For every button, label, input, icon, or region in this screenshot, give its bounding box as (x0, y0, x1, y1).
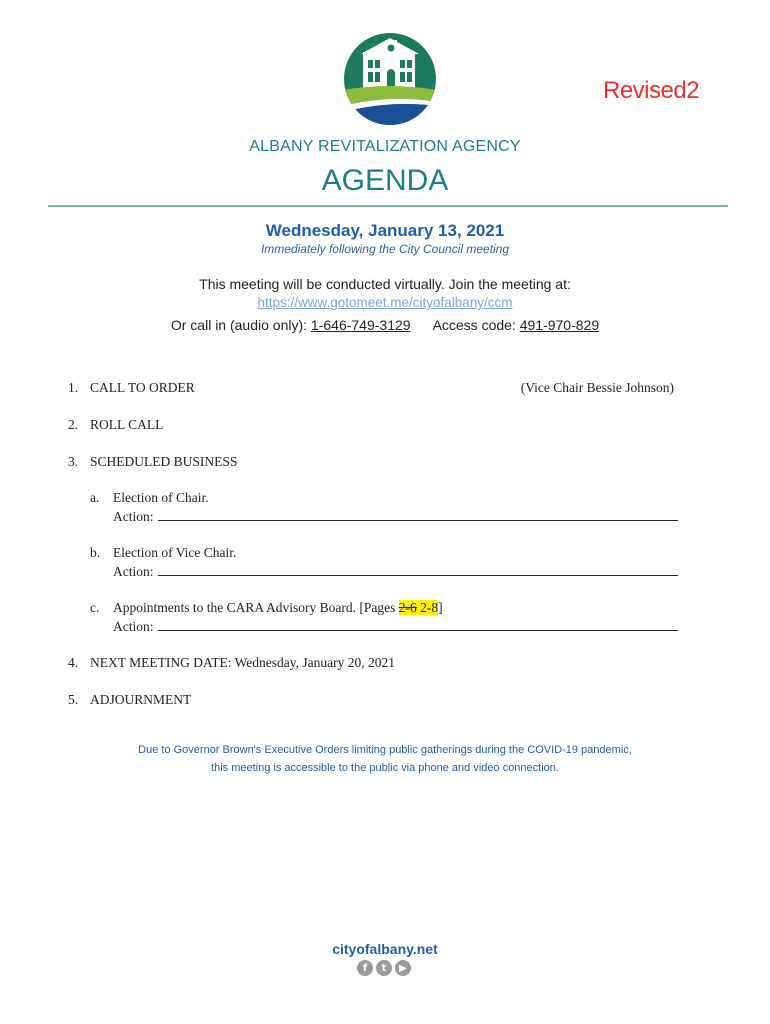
action-line (113, 619, 678, 635)
covid-notice-line1: Due to Governor Brown's Executive Orders limiting public gatherings during the COVID-19 pandemic, (138, 744, 632, 756)
revision-label: Revised2 (603, 77, 700, 104)
social-links (357, 960, 413, 978)
agency-name: ALBANY REVITALIZATION AGENCY (249, 138, 521, 155)
covid-notice-line2: this meeting is accessible to the public via phone and video connection. (211, 762, 559, 774)
item-label: NEXT MEETING DATE: Wednesday, January 20, 2021 (90, 655, 395, 670)
pages-new: 2-8 (420, 600, 439, 615)
twitter-icon[interactable]: t (376, 960, 392, 976)
item-number: 5. (68, 692, 79, 707)
agenda-item-roll-call (68, 417, 163, 433)
virtual-notice: This meeting will be conducted virtually. Join the meeting at: (199, 276, 571, 292)
item-label: ROLL CALL (90, 417, 164, 432)
youtube-icon[interactable]: ▶ (395, 960, 411, 976)
facebook-icon[interactable]: f (357, 960, 373, 976)
item-label: ADJOURNMENT (90, 692, 192, 707)
sub-item-letter: b. (90, 545, 101, 560)
agenda-item-call-to-order (68, 380, 195, 396)
agenda-item-next-meeting (68, 655, 395, 671)
meeting-link[interactable]: https://www.gotomeet.me/cityofalbany/ccm (257, 295, 513, 310)
action-label: Action: (113, 564, 154, 579)
item-number: 2. (68, 417, 79, 432)
page-title: AGENDA (321, 164, 449, 197)
pages-close: ] (438, 600, 443, 615)
action-blank (158, 509, 678, 521)
agenda-item-scheduled-business (68, 454, 237, 470)
meeting-timing: Immediately following the City Council meeting (260, 242, 510, 256)
call-in-info (0, 317, 770, 333)
action-blank (158, 564, 678, 576)
access-code-link[interactable]: 491-970-829 (519, 317, 600, 333)
sub-item-cara-appointments (90, 600, 443, 616)
sub-item-letter: c. (90, 600, 100, 615)
call-label: Or call in (audio only): (170, 317, 311, 333)
item-number: 1. (68, 380, 79, 395)
sub-item-election-vice-chair (90, 545, 236, 561)
item-number: 4. (68, 655, 79, 670)
pages-old: 2-6 (398, 600, 417, 615)
item-label: CALL TO ORDER (90, 380, 195, 395)
sub-item-election-chair (90, 490, 209, 506)
meeting-date: Wednesday, January 13, 2021 (265, 221, 505, 240)
sub-item-letter: a. (90, 490, 100, 505)
item-label: SCHEDULED BUSINESS (90, 454, 238, 469)
header-divider (48, 205, 728, 207)
action-line (113, 564, 678, 580)
sub-item-label: Election of Vice Chair. (113, 545, 237, 560)
action-label: Action: (113, 509, 154, 524)
agenda-item-adjournment (68, 692, 191, 708)
action-blank (158, 619, 678, 631)
sub-item-label: Appointments to the CARA Advisory Board. [Pages (113, 600, 399, 615)
city-logo (343, 30, 437, 128)
item-number: 3. (68, 454, 79, 469)
phone-number-link[interactable]: 1-646-749-3129 (310, 317, 411, 333)
presiding-officer: (Vice Chair Bessie Johnson) (520, 380, 674, 395)
city-website-link[interactable]: cityofalbany.net (332, 941, 438, 957)
access-label: Access code: (432, 317, 520, 333)
sub-item-label: Election of Chair. (113, 490, 209, 505)
action-label: Action: (113, 619, 154, 634)
action-line (113, 509, 678, 525)
